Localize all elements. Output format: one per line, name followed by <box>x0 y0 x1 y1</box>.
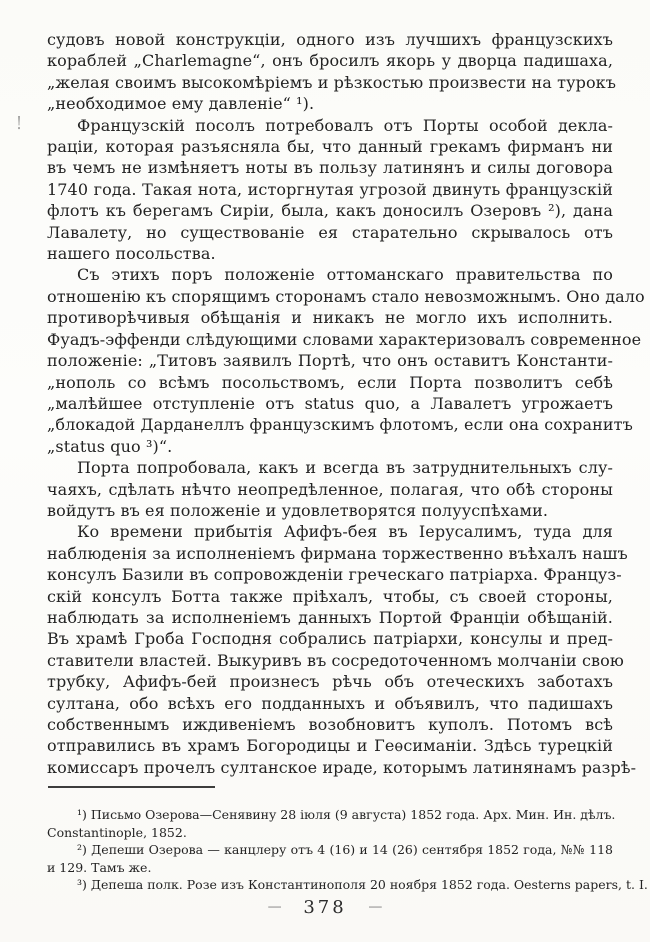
margin-pencil-mark: ! <box>16 112 23 134</box>
page-number-value: 378 <box>303 897 347 918</box>
text-line: собственнымъ иждивеніемъ возобновитъ куполъ. Потомъ всѣ <box>47 715 613 734</box>
text-line: Ко времени прибытія Афифъ-бея въ Іерусалимъ, туда для <box>77 522 613 542</box>
text-line: „нополь со всѣмъ посольствомъ, если Порта позволитъ себѣ <box>47 372 613 392</box>
text-line: султана, обо всѣхъ его подданныхъ и объявилъ, что падишахъ <box>47 693 613 713</box>
text-line: Французскій посолъ потребовалъ отъ Порты особой декла- <box>77 115 613 135</box>
text-line: нашего посольства. <box>47 244 216 264</box>
text-line: скій консулъ Ботта также пріѣхалъ, чтобы, съ своей стороны, <box>47 586 613 606</box>
footnote-line: ³) Депеша полк. Розе изъ Константинополя 20 ноября 1852 года. Oesterns papers, t. I. <box>77 877 648 893</box>
text-line: „малѣйшее отступленіе отъ status quo, а Лавалетъ угрожаетъ <box>47 393 613 413</box>
text-line: судовъ новой конструкціи, одного изъ лучшихъ французскихъ <box>47 30 613 49</box>
footnote-line: и 129. Тамъ же. <box>47 859 152 875</box>
text-line: „желая своимъ высокомѣріемъ и рѣзкостью произвести на турокъ <box>47 72 617 92</box>
text-line: кораблей „Charlemagne“, онъ бросилъ якорь у дворца падишаха, <box>47 51 613 71</box>
page-number-right-dash: — <box>368 899 383 915</box>
text-line: „необходимое ему давленіе“ ¹). <box>47 94 315 114</box>
footnote-line: Constantinople, 1852. <box>47 824 187 840</box>
text-line: отношенію къ спорящимъ сторонамъ стало невозможнымъ. Оно дало <box>47 286 645 306</box>
footnote-line: ¹) Письмо Озерова—Сенявину 28 іюля (9 августа) 1852 года. Арх. Мин. Ин. дѣлъ. <box>77 807 616 822</box>
text-line: въ чемъ не измѣняетъ ноты въ пользу латинянъ и силы договора <box>47 158 613 178</box>
text-line: консулъ Базили въ сопровожденіи греческаго патріарха. Француз- <box>47 565 622 585</box>
text-line: войдутъ въ ея положеніе и удовлетворятся полууспѣхами. <box>47 500 549 520</box>
text-line: Съ этихъ поръ положеніе оттоманскаго правительства по <box>77 265 613 285</box>
text-line: Фуадъ-эффенди слѣдующими словами характеризовалъ современное <box>47 329 642 349</box>
text-line: наблюденія за исполненіемъ фирмана торжественно въѣхалъ нашъ <box>47 543 628 563</box>
text-line: Въ храмѣ Гроба Господня собрались патріархи, консулы и пред- <box>47 629 613 649</box>
text-line: „блокадой Дарданеллъ французскимъ флотомъ, если она сохранитъ <box>47 415 633 435</box>
text-line: Порта попробовала, какъ и всегда въ затруднительныхъ слу- <box>77 458 613 478</box>
footnote-line: ²) Депеши Озерова — канцлеру отъ 4 (16) и 14 (26) сентября 1852 года, №№ 118 <box>77 842 613 858</box>
page-number <box>0 897 650 918</box>
text-line: отправились въ храмъ Богородицы и Геѳсиманіи. Здѣсь турецкій <box>47 736 613 756</box>
text-line: положеніе: „Титовъ заявилъ Портѣ, что онъ оставитъ Константи- <box>47 351 613 371</box>
text-line: Лавалету, но существованіе ея старательно скрывалось отъ <box>47 222 613 242</box>
text-line: 1740 года. Такая нота, исторгнутая угрозой двинуть французскій <box>47 179 613 199</box>
text-line: противорѣчивыя обѣщанія и никакъ не могло ихъ исполнить. <box>47 308 613 328</box>
text-line: трубку, Афифъ-бей произнесъ рѣчь объ отеческихъ заботахъ <box>47 672 613 692</box>
footnotes <box>47 806 648 894</box>
text-line: „status quo ³)“. <box>47 436 173 456</box>
text-line: раціи, которая разъясняла бы, что данный грекамъ фирманъ ни <box>47 137 613 157</box>
text-line: ставители властей. Выкуривъ въ сосредоточенномъ молчаніи свою <box>47 650 624 670</box>
page-number-left-dash: — <box>267 899 282 915</box>
text-line: наблюдать за исполненіемъ данныхъ Портой Франціи обѣщаній. <box>47 607 613 627</box>
text-line: флотъ къ берегамъ Сиріи, была, какъ доносилъ Озеровъ ²), дана <box>47 201 613 221</box>
text-line: чаяхъ, сдѣлать нѣчто неопредѣленное, полагая, что обѣ стороны <box>47 479 613 499</box>
main-text <box>47 29 645 778</box>
footnote-separator <box>48 786 215 788</box>
text-line: комиссаръ прочелъ султанское ираде, которымъ латинянамъ разрѣ- <box>47 757 637 777</box>
